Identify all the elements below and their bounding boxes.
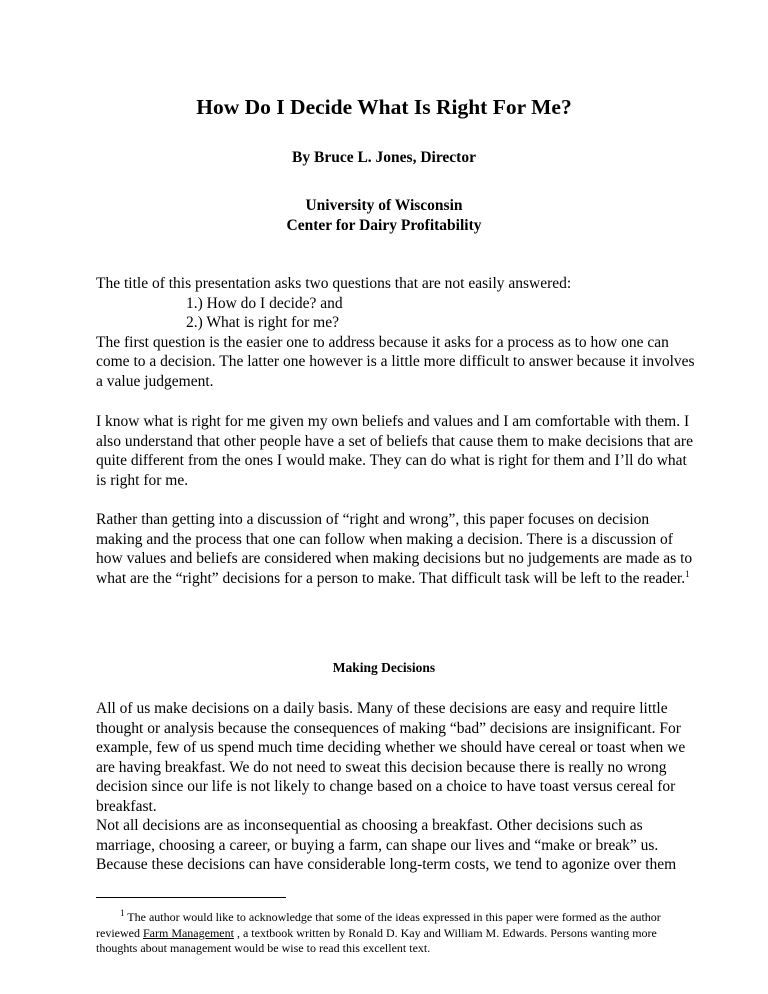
footnote-text-before: The author would like to acknowledge that some of the ideas expressed in this paper were formed as the author reviewed	[96, 910, 661, 940]
footnote-divider	[96, 897, 286, 898]
consequential-decisions-text: Not all decisions are as inconsequential as choosing a breakfast. Other decisions such as marriage, choosing a career, or buying a farm, can shape our lives and “make or break” us. Because these decisions can have considerable long-term costs, we tend to agonize over them	[96, 817, 677, 874]
paper-title: How Do I Decide What Is Right For Me?	[196, 95, 572, 119]
question-list-item-1: 1.) How do I decide? and	[186, 294, 343, 312]
intro-sentence: The title of this presentation asks two questions that are not easily answered:	[96, 275, 572, 292]
beliefs-text: I know what is right for me given my own beliefs and values and I am comfortable with them. I also understand that other people have a set of beliefs that cause them to make decisions that are quite different from the ones I would make. They can do what is right for them and I’ll do what is right for me.	[96, 413, 693, 489]
author-affiliation	[0, 196, 768, 236]
intro-continuation: The first question is the easier one to address because it asks for a process as to how one can come to a decision. The latter one however is a little more difficult to answer because it involves a value judgement.	[96, 333, 695, 390]
beliefs-paragraph	[96, 412, 696, 490]
focus-paragraph	[96, 510, 696, 588]
author-byline: By Bruce L. Jones, Director	[292, 149, 476, 166]
footnote	[96, 910, 696, 957]
consequential-decisions-paragraph	[96, 816, 696, 875]
section-heading: Making Decisions	[332, 660, 436, 675]
question-list-item-2: 2.) What is right for me?	[186, 314, 339, 332]
footnote-mark: 1	[120, 908, 125, 918]
daily-decisions-paragraph	[96, 699, 696, 817]
footnote-text-after: , a textbook written by Ronald D. Kay and William M. Edwards. Persons wanting more thoughts about management would be wise to read this excellent text.	[96, 925, 657, 955]
intro-paragraph	[96, 274, 696, 392]
footnote-reference-mark: 1	[685, 568, 690, 579]
footnote-book-title: Farm Management	[142, 925, 234, 940]
footnote-text	[96, 910, 696, 957]
focus-text-body: Rather than getting into a discussion of “right and wrong”, this paper focuses on decision making and the process that one can follow when making a decision. There is a discussion of how values and beliefs are considered when making decisions but no judgements are made as to what are the “right” decisions for a person to make. That difficult task will be left to the reader.	[96, 511, 693, 587]
affiliation-line-2: Center for Dairy Profitability	[286, 217, 482, 234]
affiliation-line-1: University of Wisconsin	[305, 197, 463, 214]
daily-decisions-text: All of us make decisions on a daily basis. Many of these decisions are easy and require little thought or analysis because the consequences of making “bad” decisions are insignificant. For example, few of us spend much time deciding whether we should have cereal or toast when we are having breakfast. We do not need to sweat this decision because there is really no wrong decision since our life is not likely to change based on a choice to have toast versus cereal for breakfast.	[96, 700, 686, 815]
focus-text	[96, 510, 696, 588]
